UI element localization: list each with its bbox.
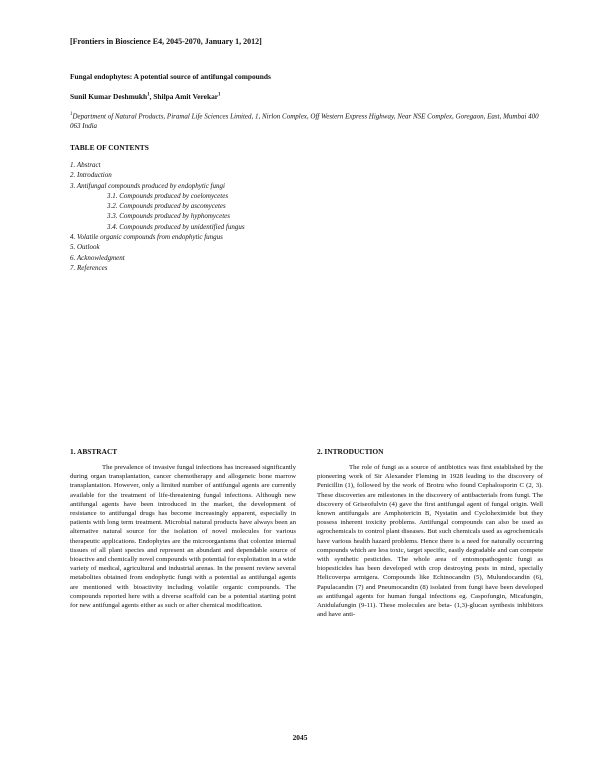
journal-header: [Frontiers in Bioscience E4, 2045-2070, January 1, 2012] [70, 37, 262, 46]
toc-item: 7. References [70, 263, 108, 272]
article-title: Fungal endophytes: A potential source of antifungal compounds [70, 72, 271, 81]
introduction-paragraph: The role of fungi as a source of antibiotics was first established by the pioneering work of Sir Alexander Fleming in 1928 leading to the discovery of Penicillin (1), followed by the work of Brotru who found Cephalosporin C (2, 3). These discoveries are milestones in the discovery of antibacterials from fungi. The discovery of Griseofulvin (4) gave the first antifungal agent of fungal origin. Well known antifungals are Amphotericin B, Nystatin and Cycloheximide but they possess inherent toxicity problems. Antifungal compounds can also be used as agrochemicals to control plant diseases. But such chemicals used as agrochemicals have various health hazard problems. Hence there is a need for naturally occurring compounds which are less toxic, target specific, easily degradable and can compete with synthetic pesticides. The whole area of entomopathogenic fungi as biopesticides has been developed with crop destroying pests in mind, specially Helicoverpa armigera. Compounds like Echinocandin (5), Mulundocandin (6), Papulacandin (7) and Pneumocandin (8) isolated from fungi have been developed as antifungal agents for human fungal infections eg. Caspofungin, Micafungin, Anidulafungin (9-11). These molecules are beta- (1,3)-glucan synthesis inhibitors and have anti- [317, 464, 543, 619]
introduction-heading: 2. INTRODUCTION [317, 447, 384, 456]
toc-item: 2. Introduction [70, 171, 112, 180]
affiliation-mark: 1 [70, 112, 73, 117]
author-affiliation-mark: 1 [218, 92, 221, 98]
author-name: Sunil Kumar Deshmukh [70, 92, 148, 101]
introduction-body [317, 463, 543, 619]
author-name: Shilpa Amit Verekar [153, 92, 219, 101]
toc-title: TABLE OF CONTENTS [70, 143, 149, 152]
affiliation [70, 110, 540, 131]
toc-subitem: 3.1. Compounds produced by coelomycetes [107, 191, 229, 200]
toc-subitem: 3.3. Compounds produced by hyphomycetes [107, 212, 230, 221]
affiliation-text: Department of Natural Products, Piramal Life Sciences Limited, 1, Nirlon Complex, Off Western Express Highway, Near NSE Complex, Goregaon, East, Mumbai 400 063 India [70, 112, 539, 131]
table-of-contents [70, 160, 245, 273]
abstract-paragraph: The prevalence of invasive fungal infections has increased significantly during organ transplantation, cancer chemotherapy and allogeneic bone marrow transplantation. However, only a limited number of antifungal agents are currently available for the treatment of life-threatening fungal infections. Although new antifungal agents have been introduced in the market, the development of resistance to antifungal drugs has become increasingly apparent, especially in patients with long term treatment. Microbial natural products have always been an alternative natural source for the isolation of novel molecules for various therapeutic applications. Endophytes are the microorganisms that colonize internal tissues of all plant species and represent an abundant and dependable source of bioactive and chemically novel compounds with potential for exploitation in a wide variety of medical, agricultural and industrial arenas. In the present review several metabolites obtained from endophytic fungi with a potential as antifungal agents are mentioned with bioactivity including volatile organic compounds. The compounds reported here with a diverse scaffold can be a potential starting point for new antifungal agents either as such or after chemical modification. [70, 464, 296, 610]
author-list [70, 92, 221, 101]
abstract-body [70, 463, 296, 610]
page-number: 2045 [292, 733, 308, 742]
toc-item: 6. Acknowledgment [70, 253, 125, 262]
toc-item: 5. Outlook [70, 243, 100, 252]
toc-item: 3. Antifungal compounds produced by endophytic fungi [70, 181, 225, 190]
toc-item: 4. Volatile organic compounds from endophytic fungus [70, 233, 223, 242]
author-affiliation-mark: 1 [147, 92, 150, 98]
toc-item: 1. Abstract [70, 161, 101, 169]
author-separator: , [149, 92, 154, 101]
toc-subitem: 3.4. Compounds produced by unidentified fungus [107, 222, 245, 231]
abstract-heading: 1. ABSTRACT [70, 447, 118, 456]
toc-subitem: 3.2. Compounds produced by ascomycetes [107, 202, 226, 211]
